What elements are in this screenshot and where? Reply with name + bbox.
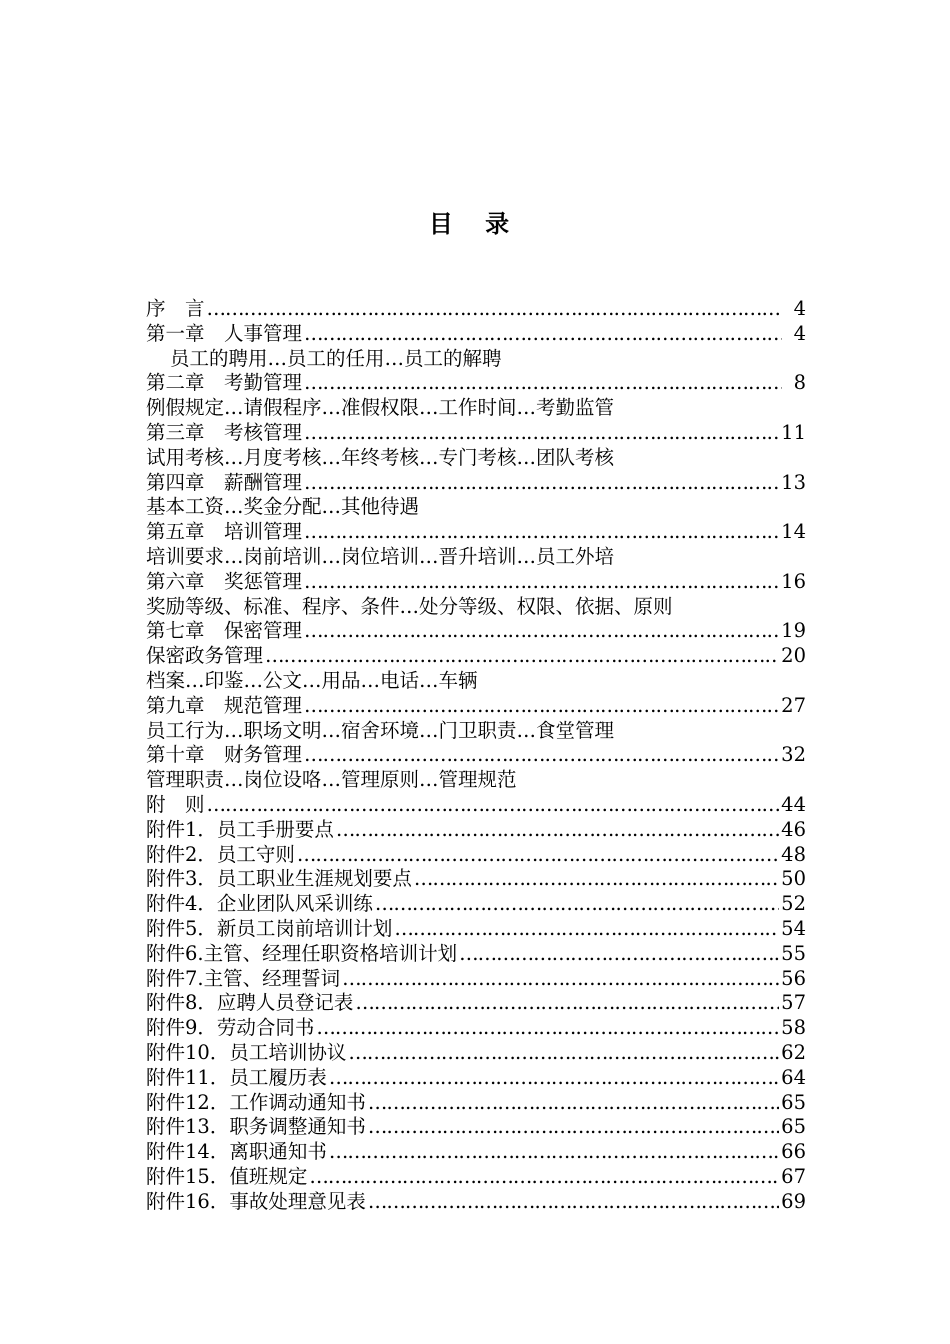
toc-entry-label: 例假规定…请假程序…准假权限…工作时间…考勤监管: [146, 396, 615, 420]
toc-entry[interactable]: [146, 446, 806, 471]
table-of-contents: [146, 297, 806, 1214]
toc-entry-page-number: 11: [781, 420, 806, 444]
toc-leader-dots: [304, 694, 779, 719]
toc-entry-label: 附件11．员工履历表: [146, 1065, 327, 1089]
toc-entry-page-number: 65: [781, 1115, 806, 1139]
toc-leader-dots: [304, 421, 779, 446]
toc-leader-dots: [207, 297, 782, 322]
toc-entry[interactable]: [146, 867, 806, 892]
toc-entry-page-number: 62: [781, 1040, 806, 1064]
toc-leader-dots: [304, 520, 779, 545]
toc-entry-page-number: 20: [781, 644, 806, 668]
toc-entry-label: 附件1．员工手册要点: [146, 817, 334, 841]
toc-entry-page-number: 16: [781, 569, 806, 593]
toc-entry[interactable]: [146, 1041, 806, 1066]
toc-entry[interactable]: [146, 892, 806, 917]
toc-entry[interactable]: [146, 1066, 806, 1091]
toc-entry-label: 员工的聘用…员工的任用…员工的解聘: [170, 346, 502, 370]
toc-entry-page-number: 19: [781, 619, 806, 643]
toc-leader-dots: [304, 471, 779, 496]
toc-entry-page-number: 50: [781, 867, 806, 891]
toc-entry-page-number: 65: [781, 1090, 806, 1114]
toc-entry-page-number: 66: [781, 1140, 806, 1164]
toc-leader-dots: [375, 892, 779, 917]
toc-entry[interactable]: [146, 495, 806, 520]
toc-entry[interactable]: [146, 1115, 806, 1140]
toc-entry-page-number: 4: [793, 297, 806, 320]
toc-entry[interactable]: [146, 942, 806, 967]
toc-entry[interactable]: [146, 967, 806, 992]
toc-entry[interactable]: [146, 1140, 806, 1165]
toc-entry-label: 试用考核…月度考核…年终考核…专门考核…团队考核: [146, 445, 615, 469]
toc-entry-page-number: 69: [781, 1189, 806, 1213]
toc-entry-label: 附件15．值班规定: [146, 1164, 308, 1188]
toc-entry-label: 附件14．离职通知书: [146, 1140, 327, 1164]
toc-entry-label: 第一章 人事管理: [146, 321, 303, 345]
toc-entry[interactable]: [146, 570, 806, 595]
toc-entry-page-number: 48: [781, 842, 806, 866]
toc-entry-label: 附件5．新员工岗前培训计划: [146, 916, 393, 940]
toc-leader-dots: [265, 644, 779, 669]
toc-entry[interactable]: [146, 991, 806, 1016]
toc-entry-label: 员工行为…职场文明…宿舍环境…门卫职责…食堂管理: [146, 718, 615, 742]
toc-entry-page-number: 64: [781, 1065, 806, 1089]
toc-entry-label: 第二章 考勤管理: [146, 371, 303, 395]
toc-entry-label: 基本工资…奖金分配…其他待遇: [146, 495, 420, 519]
toc-entry-label: 附件2．员工守则: [146, 842, 295, 866]
toc-entry-label: 附件6.主管、经理任职资格培训计划: [146, 941, 458, 965]
toc-entry[interactable]: [146, 694, 806, 719]
toc-entry-page-number: 46: [781, 817, 806, 841]
toc-entry-label: 附件10．员工培训协议: [146, 1040, 347, 1064]
toc-entry-page-number: 4: [793, 321, 806, 345]
toc-entry-label: 附件3．员工职业生涯规划要点: [146, 867, 412, 891]
toc-entry-label: 序 言: [146, 297, 205, 320]
toc-entry[interactable]: [146, 793, 806, 818]
toc-entry-page-number: 54: [781, 916, 806, 940]
toc-entry[interactable]: [146, 1190, 806, 1215]
toc-entry-label: 附件4．企业团队风采训练: [146, 892, 373, 916]
toc-entry[interactable]: [146, 644, 806, 669]
toc-entry-page-number: 57: [781, 991, 806, 1015]
toc-leader-dots: [368, 1190, 779, 1215]
toc-entry-label: 奖励等级、标准、程序、条件…处分等级、权限、依据、原则: [146, 594, 673, 618]
toc-entry[interactable]: [146, 322, 806, 347]
toc-leader-dots: [207, 793, 780, 818]
toc-entry[interactable]: [146, 545, 806, 570]
toc-leader-dots: [329, 1140, 779, 1165]
toc-entry-page-number: 44: [781, 792, 806, 816]
toc-leader-dots: [459, 942, 779, 967]
toc-entry-label: 附件12．工作调动通知书: [146, 1090, 366, 1114]
toc-entry-label: 附件8．应聘人员登记表: [146, 991, 354, 1015]
toc-entry[interactable]: [146, 371, 806, 396]
page-title: 目 录: [428, 210, 522, 238]
toc-entry-label: 档案…印鉴…公文…用品…电话…车辆: [146, 668, 478, 692]
toc-leader-dots: [304, 743, 779, 768]
toc-entry-page-number: 8: [793, 371, 806, 395]
toc-entry-page-number: 13: [781, 470, 806, 494]
toc-entry-page-number: 67: [781, 1164, 806, 1188]
toc-entry[interactable]: [146, 1016, 806, 1041]
toc-entry[interactable]: [146, 768, 806, 793]
toc-entry-label: 第四章 薪酬管理: [146, 470, 303, 494]
toc-leader-dots: [297, 843, 779, 868]
toc-entry[interactable]: [146, 669, 806, 694]
toc-leader-dots: [368, 1115, 779, 1140]
toc-entry[interactable]: [146, 917, 806, 942]
toc-entry[interactable]: [146, 396, 806, 421]
toc-leader-dots: [304, 619, 779, 644]
toc-entry[interactable]: [146, 421, 806, 446]
toc-leader-dots: [368, 1091, 779, 1116]
toc-entry[interactable]: [146, 1091, 806, 1116]
toc-entry-page-number: 58: [781, 1016, 806, 1040]
toc-entry-label: 第三章 考核管理: [146, 420, 303, 444]
toc-entry-label: 第六章 奖惩管理: [146, 569, 303, 593]
toc-leader-dots: [355, 991, 779, 1016]
toc-entry-page-number: 27: [781, 693, 806, 717]
toc-entry-page-number: 52: [781, 892, 806, 916]
toc-entry[interactable]: [146, 297, 806, 322]
toc-entry[interactable]: [146, 520, 806, 545]
toc-leader-dots: [336, 818, 779, 843]
toc-leader-dots: [394, 917, 779, 942]
toc-entry[interactable]: [146, 347, 806, 372]
toc-entry-label: 第五章 培训管理: [146, 520, 303, 544]
toc-entry[interactable]: [146, 619, 806, 644]
toc-entry[interactable]: [146, 719, 806, 744]
toc-leader-dots: [414, 867, 779, 892]
toc-entry[interactable]: [146, 818, 806, 843]
toc-entry[interactable]: [146, 1165, 806, 1190]
toc-entry-label: 附 则: [146, 792, 205, 816]
toc-entry-label: 第九章 规范管理: [146, 693, 303, 717]
toc-leader-dots: [304, 570, 779, 595]
toc-entry-page-number: 55: [781, 941, 806, 965]
toc-entry[interactable]: [146, 471, 806, 496]
toc-leader-dots: [304, 371, 782, 396]
toc-leader-dots: [329, 1066, 779, 1091]
toc-entry-label: 附件9．劳动合同书: [146, 1016, 315, 1040]
toc-entry-label: 保密政务管理: [146, 644, 264, 668]
toc-leader-dots: [316, 1016, 779, 1041]
toc-leader-dots: [348, 1041, 779, 1066]
toc-entry[interactable]: [146, 595, 806, 620]
toc-entry-page-number: 32: [781, 743, 806, 767]
toc-entry[interactable]: [146, 743, 806, 768]
toc-leader-dots: [309, 1165, 779, 1190]
toc-entry-label: 第七章 保密管理: [146, 619, 303, 643]
toc-entry-page-number: 14: [781, 520, 806, 544]
toc-entry-label: 培训要求…岗前培训…岗位培训…晋升培训…员工外培: [146, 544, 615, 568]
toc-entry-label: 管理职责…岗位设咯…管理原则…管理规范: [146, 768, 517, 792]
toc-entry[interactable]: [146, 843, 806, 868]
toc-leader-dots: [304, 322, 782, 347]
toc-leader-dots: [342, 967, 779, 992]
toc-entry-label: 第十章 财务管理: [146, 743, 303, 767]
toc-entry-label: 附件16．事故处理意见表: [146, 1189, 366, 1213]
toc-entry-label: 附件7.主管、经理誓词: [146, 966, 341, 990]
toc-entry-page-number: 56: [781, 966, 806, 990]
toc-entry-label: 附件13．职务调整通知书: [146, 1115, 366, 1139]
